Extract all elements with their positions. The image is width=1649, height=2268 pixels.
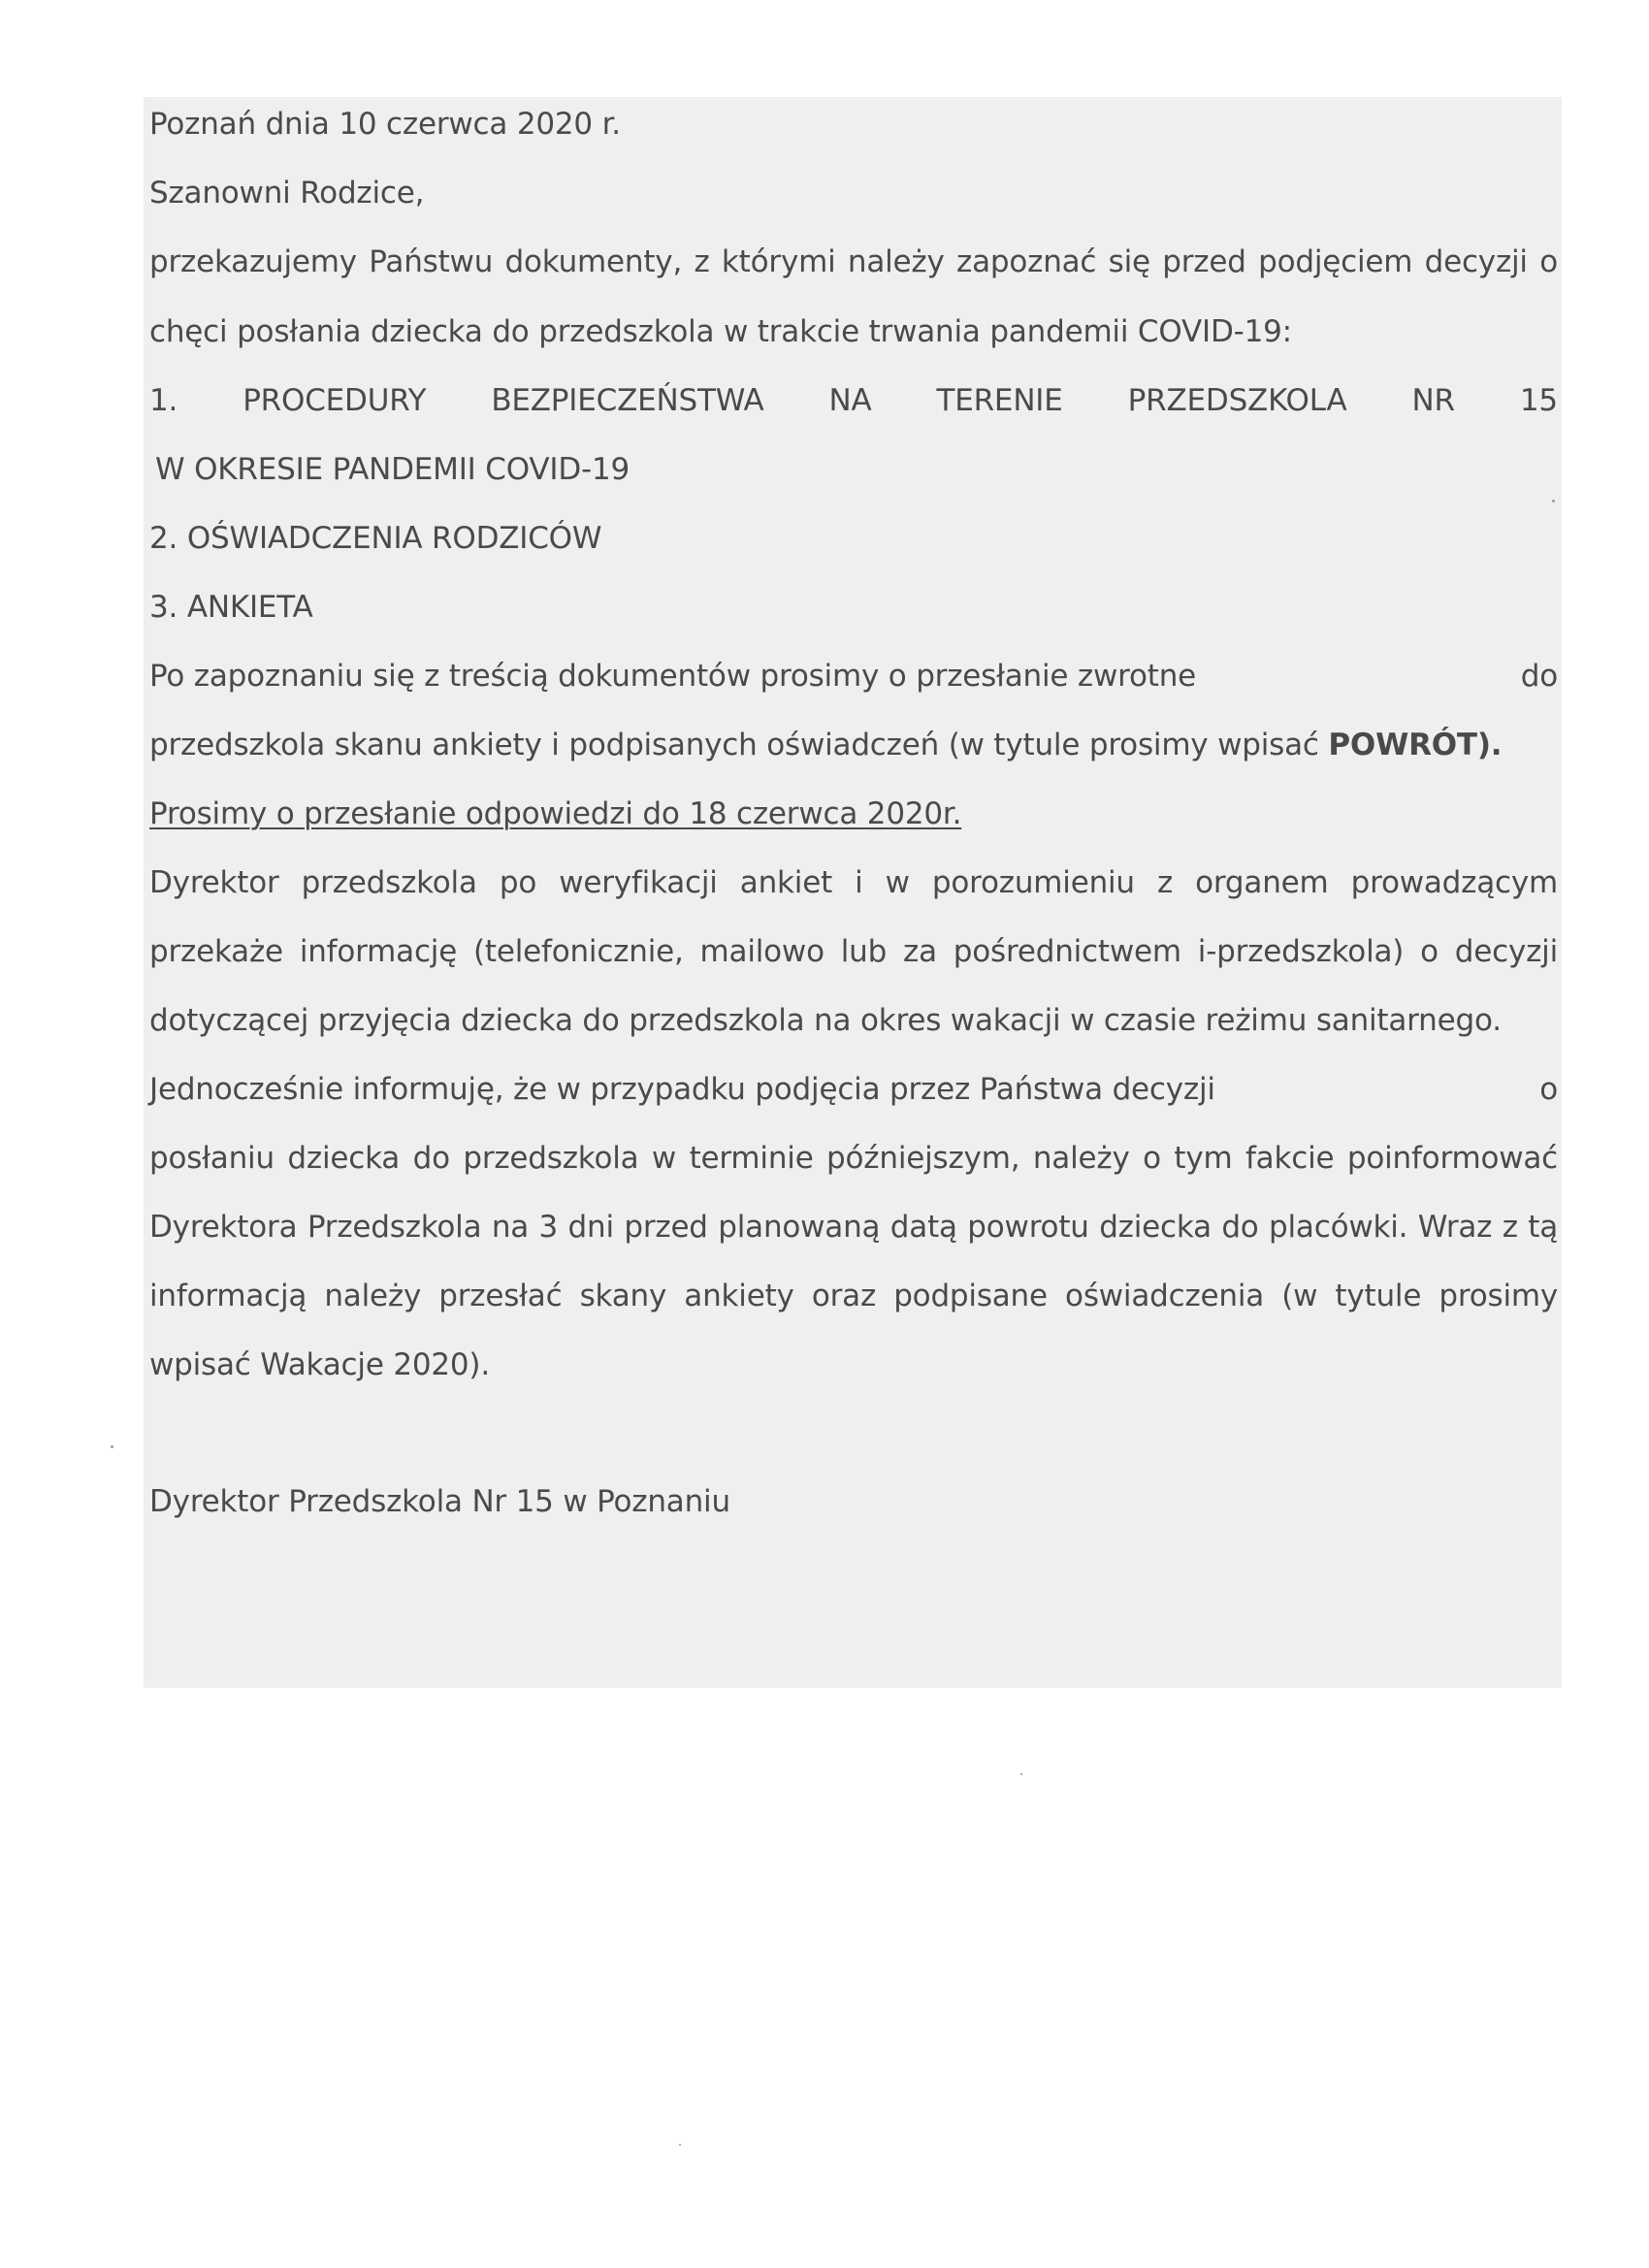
item-1-word: 15	[1519, 383, 1558, 418]
director-line-1: Dyrektor przedszkola po weryfikacji ankiet i w porozumieniu z organem prowadzącym	[149, 865, 1558, 900]
return-line-1-end: do	[1520, 659, 1558, 694]
item-1-word: NR	[1411, 383, 1455, 418]
later-line-5: wpisać Wakacje 2020).	[149, 1347, 490, 1382]
deadline-notice	[149, 794, 1558, 833]
director-line-3: dotyczącej przyjęcia dziecka do przedszkola na okres wakacji w czasie reżimu sanitarnego.	[149, 1003, 1502, 1038]
document-item-3: 3. ANKIETA	[149, 590, 313, 625]
item-1-word: 1.	[149, 383, 178, 418]
return-line-1-text: Po zapoznaniu się z treścią dokumentów prosimy o przesłanie zwrotne	[149, 659, 1197, 694]
later-line-4: informacją należy przesłać skany ankiety oraz podpisane oświadczenia (w tytule prosimy	[149, 1279, 1558, 1313]
item-1-word: BEZPIECZEŃSTWA	[491, 383, 764, 418]
later-line-1-end: o	[1539, 1072, 1558, 1107]
salutation: Szanowni Rodzice,	[149, 176, 425, 211]
return-title-keyword: POWRÓT).	[1328, 728, 1503, 762]
return-line-2	[149, 726, 1558, 764]
item-1-word: PROCEDURY	[242, 383, 427, 418]
later-line-2: posłaniu dziecka do przedszkola w terminie późniejszym, należy o tym fakcie poinformować	[149, 1141, 1558, 1176]
date-line: Poznań dnia 10 czerwca 2020 r.	[149, 107, 621, 142]
scan-speck	[1020, 1773, 1022, 1775]
scan-speck	[1552, 500, 1555, 502]
intro-line-1: przekazujemy Państwu dokumenty, z którymi należy zapoznać się przed podjęciem decyzji o	[149, 244, 1558, 279]
item-1-word: PRZEDSZKOLA	[1127, 383, 1347, 418]
director-line-2: przekaże informację (telefonicznie, mailowo lub za pośrednictwem i-przedszkola) o decyzji	[149, 934, 1558, 969]
deadline-text: Prosimy o przesłanie odpowiedzi do 18 czerwca 2020r.	[149, 796, 962, 831]
scan-speck	[111, 1445, 113, 1448]
later-line-1	[149, 1070, 1558, 1109]
return-line-1	[149, 657, 1558, 696]
scan-speck	[679, 2144, 681, 2146]
document-item-1	[149, 381, 1558, 420]
document-item-1-continued: W OKRESIE PANDEMII COVID-19	[155, 452, 630, 487]
later-line-1-text: Jednocześnie informuję, że w przypadku podjęcia przez Państwa decyzji	[149, 1072, 1215, 1107]
intro-line-2: chęci posłania dziecka do przedszkola w trakcie trwania pandemii COVID-19:	[149, 314, 1292, 349]
later-line-3: Dyrektora Przedszkola na 3 dni przed planowaną datą powrotu dziecka do placówki. Wraz z tą	[149, 1210, 1558, 1245]
return-line-2-text: przedszkola skanu ankiety i podpisanych oświadczeń (w tytule prosimy wpisać	[149, 728, 1329, 762]
signature: Dyrektor Przedszkola Nr 15 w Poznaniu	[149, 1484, 730, 1519]
item-1-word: TERENIE	[936, 383, 1063, 418]
document-item-2: 2. OŚWIADCZENIA RODZICÓW	[149, 521, 602, 556]
item-1-word: NA	[828, 383, 872, 418]
